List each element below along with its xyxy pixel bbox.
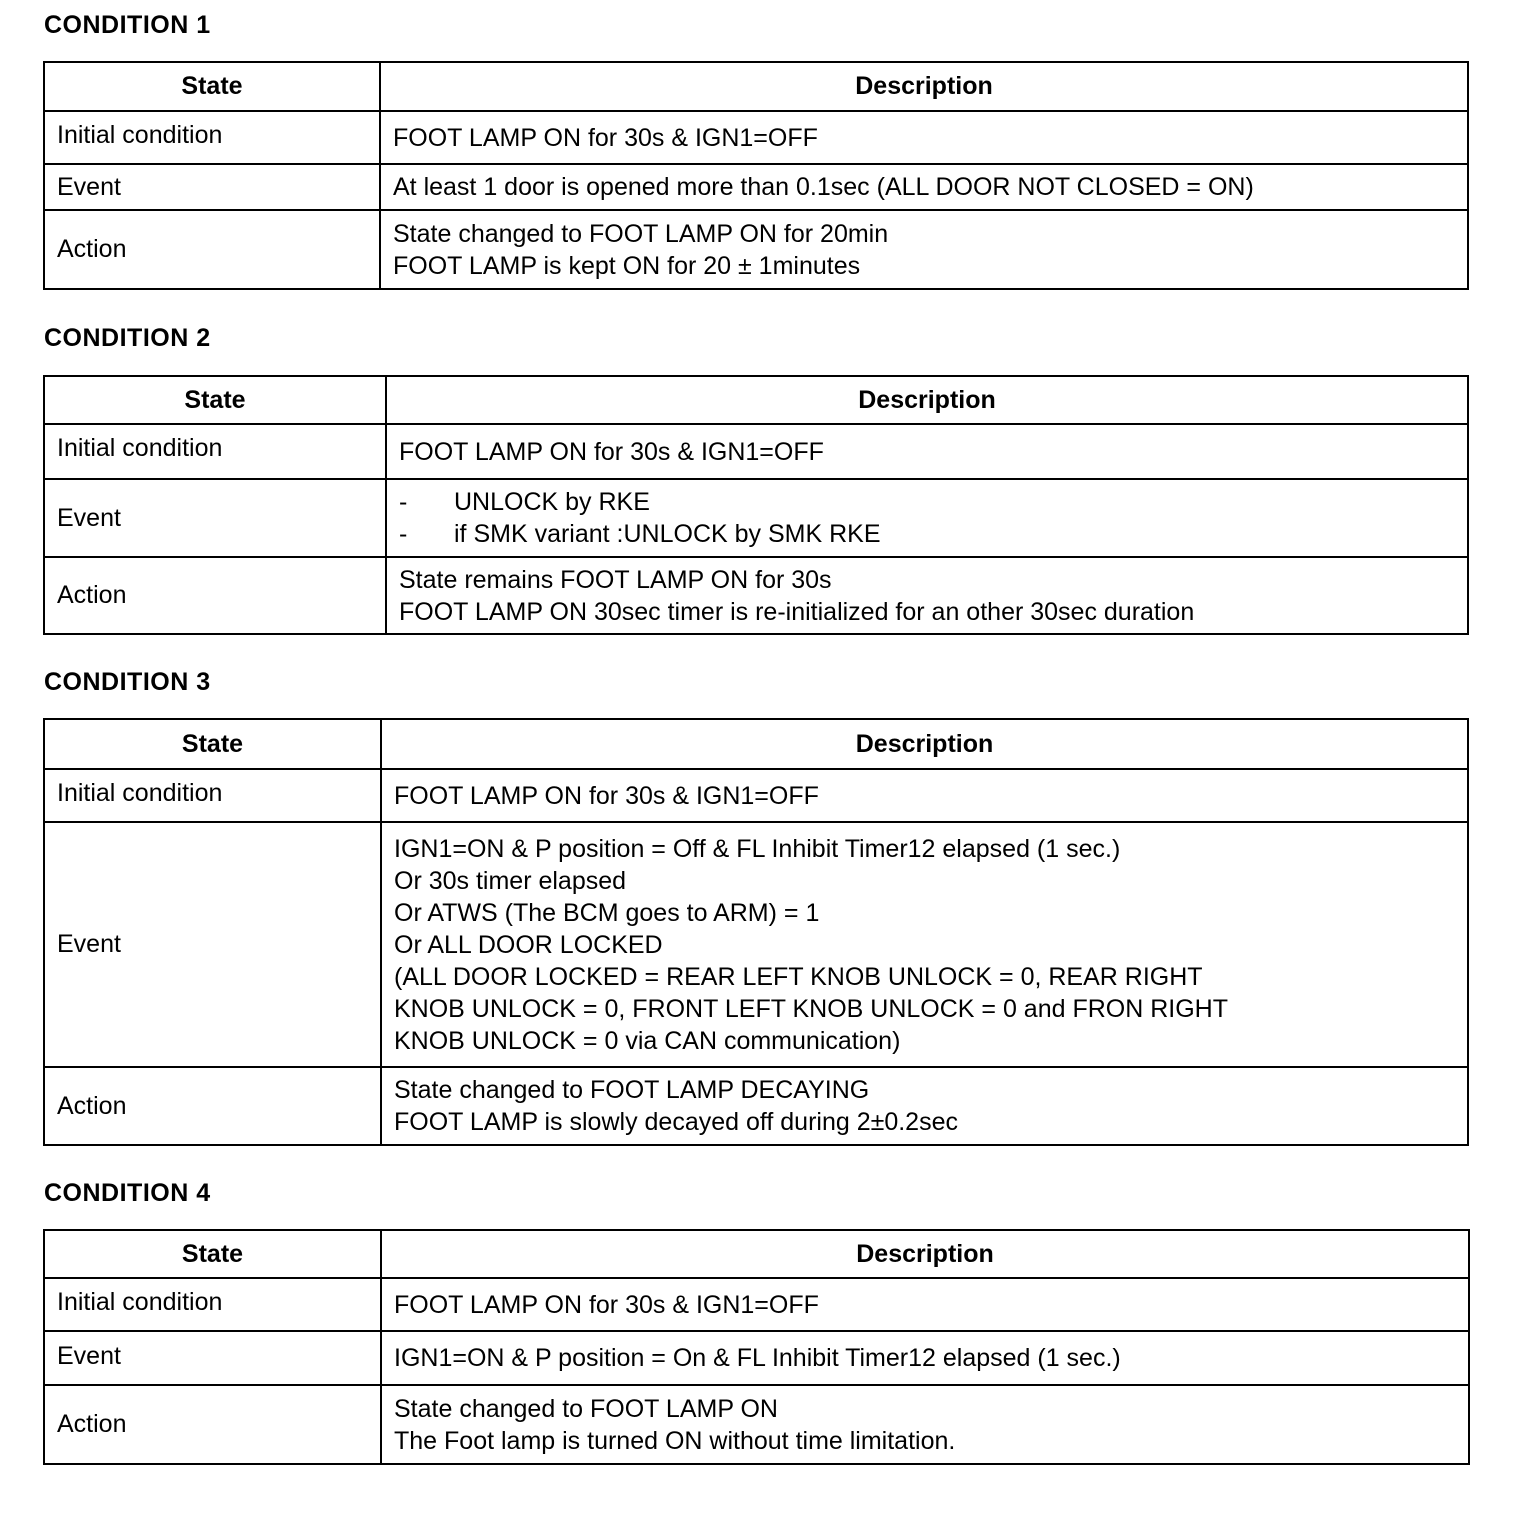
condition-2-heading: CONDITION 2 <box>44 324 211 352</box>
state-header: State <box>44 62 380 111</box>
state-cell: Event <box>44 822 381 1067</box>
description-cell <box>381 769 1468 822</box>
state-cell: Action <box>44 1067 381 1145</box>
table-row <box>44 1331 1469 1385</box>
table-row <box>44 210 1468 289</box>
description-cell <box>380 210 1468 289</box>
description-header: Description <box>381 1230 1469 1278</box>
table-header-row <box>44 62 1468 111</box>
bullet-text: if SMK variant :UNLOCK by SMK RKE <box>454 520 881 548</box>
condition-3-table <box>43 718 1469 1146</box>
description-cell <box>381 1278 1469 1331</box>
description-line: State changed to FOOT LAMP DECAYING <box>394 1076 870 1104</box>
state-cell: Event <box>44 479 386 557</box>
state-cell: Initial condition <box>44 769 381 822</box>
description-line: FOOT LAMP is slowly decayed off during 2±0.2sec <box>394 1108 958 1136</box>
description-line: FOOT LAMP ON 30sec timer is re-initialized for an other 30sec duration <box>399 597 1195 626</box>
description-line: IGN1=ON & P position = Off & FL Inhibit Timer12 elapsed (1 sec.) <box>394 834 1121 863</box>
condition-4-table <box>43 1229 1470 1465</box>
description-line: KNOB UNLOCK = 0, FRONT LEFT KNOB UNLOCK = 0 and FRON RIGHT <box>394 994 1228 1023</box>
description-line: State remains FOOT LAMP ON for 30s <box>399 565 832 594</box>
table-header-row <box>44 376 1468 424</box>
description-line: FOOT LAMP is kept ON for 20 ± 1minutes <box>393 251 861 280</box>
state-cell: Initial condition <box>44 1278 381 1331</box>
description-line: Or ALL DOOR LOCKED <box>394 930 663 959</box>
description-cell <box>381 1067 1468 1145</box>
condition-4-heading: CONDITION 4 <box>44 1179 211 1207</box>
description-cell <box>386 479 1468 557</box>
bullet-text: UNLOCK by RKE <box>454 488 650 516</box>
table-row <box>44 557 1468 634</box>
state-cell: Action <box>44 557 386 634</box>
state-cell: Event <box>44 164 380 210</box>
description-cell <box>380 111 1468 164</box>
table-row <box>44 769 1468 822</box>
description-cell <box>386 424 1468 479</box>
table-row <box>44 1385 1469 1464</box>
table-row <box>44 1278 1469 1331</box>
condition-1-table <box>43 61 1469 290</box>
description-cell <box>381 1385 1469 1464</box>
description-line: Or ATWS (The BCM goes to ARM) = 1 <box>394 898 820 927</box>
state-header: State <box>44 376 386 424</box>
description-line: State changed to FOOT LAMP ON <box>394 1394 778 1423</box>
description-line: FOOT LAMP ON for 30s & IGN1=OFF <box>393 123 818 152</box>
description-line: IGN1=ON & P position = On & FL Inhibit Timer12 elapsed (1 sec.) <box>394 1344 1121 1372</box>
state-header: State <box>44 1230 381 1278</box>
description-line: State changed to FOOT LAMP ON for 20min <box>393 219 889 248</box>
table-header-row <box>44 719 1468 769</box>
table-row <box>44 1067 1468 1145</box>
description-cell <box>380 164 1468 210</box>
table-row <box>44 822 1468 1067</box>
description-line: KNOB UNLOCK = 0 via CAN communication) <box>394 1026 901 1055</box>
state-cell: Event <box>44 1331 381 1385</box>
condition-3-heading: CONDITION 3 <box>44 668 211 696</box>
table-row <box>44 424 1468 479</box>
table-row <box>44 164 1468 210</box>
description-line: Or 30s timer elapsed <box>394 866 627 895</box>
condition-1-heading: CONDITION 1 <box>44 11 211 39</box>
description-line: At least 1 door is opened more than 0.1sec (ALL DOOR NOT CLOSED = ON) <box>393 173 1254 201</box>
bullet-dash: - <box>399 488 408 516</box>
condition-2-table <box>43 375 1469 635</box>
table-row <box>44 479 1468 557</box>
table-header-row <box>44 1230 1469 1278</box>
table-row <box>44 111 1468 164</box>
description-cell <box>381 1331 1469 1385</box>
state-cell: Initial condition <box>44 424 386 479</box>
state-cell: Action <box>44 1385 381 1464</box>
description-header: Description <box>386 376 1468 424</box>
bullet-item <box>399 518 1467 550</box>
state-cell: Initial condition <box>44 111 380 164</box>
description-line: FOOT LAMP ON for 30s & IGN1=OFF <box>394 1290 819 1319</box>
description-header: Description <box>381 719 1468 769</box>
bullet-item <box>399 486 1467 518</box>
description-cell <box>381 822 1468 1067</box>
description-line: The Foot lamp is turned ON without time limitation. <box>394 1426 956 1455</box>
state-header: State <box>44 719 381 769</box>
description-header: Description <box>380 62 1468 111</box>
description-line: (ALL DOOR LOCKED = REAR LEFT KNOB UNLOCK = 0, REAR RIGHT <box>394 962 1203 991</box>
description-line: FOOT LAMP ON for 30s & IGN1=OFF <box>399 437 824 466</box>
bullet-dash: - <box>399 520 408 548</box>
description-line: FOOT LAMP ON for 30s & IGN1=OFF <box>394 781 819 810</box>
state-cell: Action <box>44 210 380 289</box>
description-cell <box>386 557 1468 634</box>
